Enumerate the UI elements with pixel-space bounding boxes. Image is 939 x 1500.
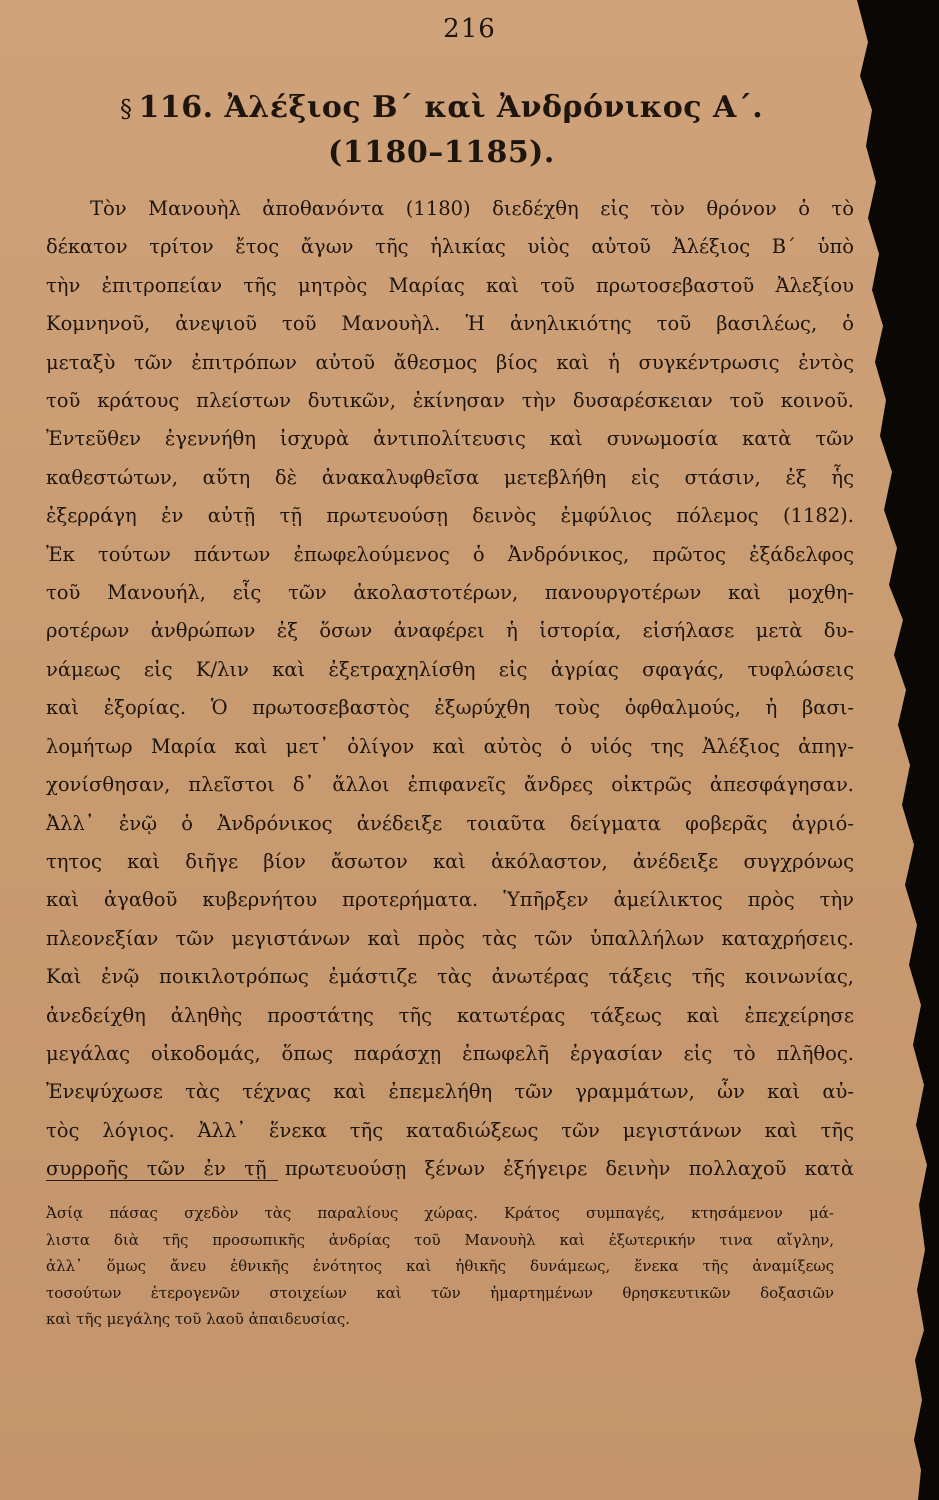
section-title: 116. Ἀλέξιος Β΄ καὶ Ἀνδρόνικος Α΄. xyxy=(138,90,764,125)
footnote-line: λιστα διὰ τῆς προσωπικῆς ἀνδρίας τοῦ Μανουὴλ καὶ ἐξωτερικήν τινα αἴγλην, xyxy=(46,1230,834,1249)
footnote-divider xyxy=(46,1180,278,1181)
footnote xyxy=(46,1200,834,1333)
footnote-line: τοσούτων ἑτερογενῶν στοιχείων καὶ τῶν ἡμαρτημένων θρησκευτικῶν δοξασιῶν xyxy=(46,1283,834,1302)
text-line: τοῦ κράτους πλείστων δυτικῶν, ἐκίνησαν τὴν δυσαρέσκειαν τοῦ κοινοῦ. xyxy=(46,389,854,413)
text-line: τητος καὶ διῆγε βίον ἄσωτον καὶ ἀκόλαστον, ἀνέδειξε συγχρόνως xyxy=(46,849,854,873)
text-line: συρροῆς τῶν ἐν τῇ πρωτευούσῃ ξένων ἐξήγειρε δεινὴν πολλαχοῦ κατὰ xyxy=(46,1157,854,1181)
text-line: καὶ ἀγαθοῦ κυβερνήτου προτερήματα. Ὑπῆρξεν ἀμείλικτος πρὸς τὴν xyxy=(46,888,854,912)
text-line: Καὶ ἐνῷ ποικιλοτρόπως ἐμάστιζε τὰς ἀνωτέρας τάξεις τῆς κοινωνίας, xyxy=(46,965,854,989)
text-line: Τὸν Μανουὴλ ἀποθανόντα (1180) διεδέχθη εἰς τὸν θρόνον ὁ τὸ xyxy=(90,197,854,220)
text-line: Ἐντεῦθεν ἐγεννήθη ἰσχυρὰ ἀντιπολίτευσις καὶ συνωμοσία κατὰ τῶν xyxy=(46,427,854,451)
text-line: τοῦ Μανουήλ, εἷς τῶν ἀκολαστοτέρων, πανουργοτέρων καὶ μοχθη- xyxy=(46,581,854,605)
text-line: δέκατον τρίτον ἔτος ἄγων τῆς ἡλικίας υἱὸς αὐτοῦ Ἀλέξιος Β΄ ὑπὸ xyxy=(46,235,854,259)
page-number: 216 xyxy=(443,14,496,44)
text-line: Ἐνεψύχωσε τὰς τέχνας καὶ ἐπεμελήθη τῶν γραμμάτων, ὧν καὶ αὐ- xyxy=(46,1080,854,1104)
text-line: χονίσθησαν, πλεῖστοι δ᾽ ἄλλοι ἐπιφανεῖς ἄνδρες οἰκτρῶς ἀπεσφάγησαν. xyxy=(46,773,854,797)
text-line: ροτέρων ἀνθρώπων ἐξ ὅσων ἀναφέρει ἡ ἱστορία, εἰσήλασε μετὰ δυ- xyxy=(46,619,854,643)
text-line: νάμεως εἰς Κ/λιν καὶ ἐξετραχηλίσθη εἰς ἀγρίας σφαγάς, τυφλώσεις xyxy=(46,657,854,681)
text-line: πλεονεξίαν τῶν μεγιστάνων καὶ πρὸς τὰς τῶν ὑπαλλήλων καταχρήσεις. xyxy=(46,926,854,950)
text-line: Κομνηνοῦ, ἀνεψιοῦ τοῦ Μανουὴλ. Ἡ ἀνηλικιότης τοῦ βασιλέως, ὁ xyxy=(46,312,854,336)
text-line: καθεστώτων, αὕτη δὲ ἀνακαλυφθεῖσα μετεβλήθη εἰς στάσιν, ἐξ ἧς xyxy=(46,465,854,489)
section-heading xyxy=(120,86,820,175)
footnote-line: ἀλλ᾽ ὅμως ἄνευ ἐθνικῆς ἑνότητος καὶ ἠθικῆς δυνάμεως, ἕνεκα τῆς ἀναμίξεως xyxy=(46,1257,834,1275)
body-text xyxy=(46,190,854,1189)
footnote-line: καὶ τῆς μεγάλης τοῦ λαοῦ ἀπαιδευσίας. xyxy=(46,1310,350,1328)
footnote-line: Ἀσίᾳ πάσας σχεδὸν τὰς παραλίους χώρας. Κράτος συμπαγές, κτησάμενον μά- xyxy=(46,1204,834,1222)
text-line: Ἀλλ᾽ ἐνῷ ὁ Ἀνδρόνικος ἀνέδειξε τοιαῦτα δείγματα φοβερᾶς ἀγριό- xyxy=(46,811,854,835)
text-line: τὴν ἐπιτροπείαν τῆς μητρὸς Μαρίας καὶ τοῦ πρωτοσεβαστοῦ Ἀλεξίου xyxy=(46,273,854,297)
section-sign: § xyxy=(120,95,133,123)
text-line: ἀνεδείχθη ἀληθὴς προστάτης τῆς κατωτέρας τάξεως καὶ ἐπεχείρησε xyxy=(46,1003,854,1027)
text-line: ἐξερράγη ἐν αὐτῇ τῇ πρωτευούσῃ δεινὸς ἐμφύλιος πόλεμος (1182). xyxy=(46,504,854,528)
text-line: λομήτωρ Μαρία καὶ μετ᾽ ὀλίγον καὶ αὐτὸς ὁ υἱός της Ἀλέξιος ἀπηγ- xyxy=(46,734,854,758)
text-line: Ἐκ τούτων πάντων ἐπωφελούμενος ὁ Ἀνδρόνικος, πρῶτος ἐξάδελφος xyxy=(46,542,854,566)
text-line: τὸς λόγιος. Ἀλλ᾽ ἕνεκα τῆς καταδιώξεως τῶν μεγιστάνων καὶ τῆς xyxy=(46,1118,854,1142)
text-line: μεγάλας οἰκοδομάς, ὅπως παράσχῃ ἐπωφελῆ ἐργασίαν εἰς τὸ πλῆθος. xyxy=(46,1041,854,1065)
section-years: (1180–1185). xyxy=(328,135,555,170)
text-line: καὶ ἐξορίας. Ὁ πρωτοσεβαστὸς ἐξωρύχθη τοὺς ὀφθαλμούς, ἡ βασι- xyxy=(46,696,854,720)
text-line: μεταξὺ τῶν ἐπιτρόπων αὐτοῦ ἄθεσμος βίος καὶ ἡ συγκέντρωσις ἐντὸς xyxy=(46,350,854,374)
